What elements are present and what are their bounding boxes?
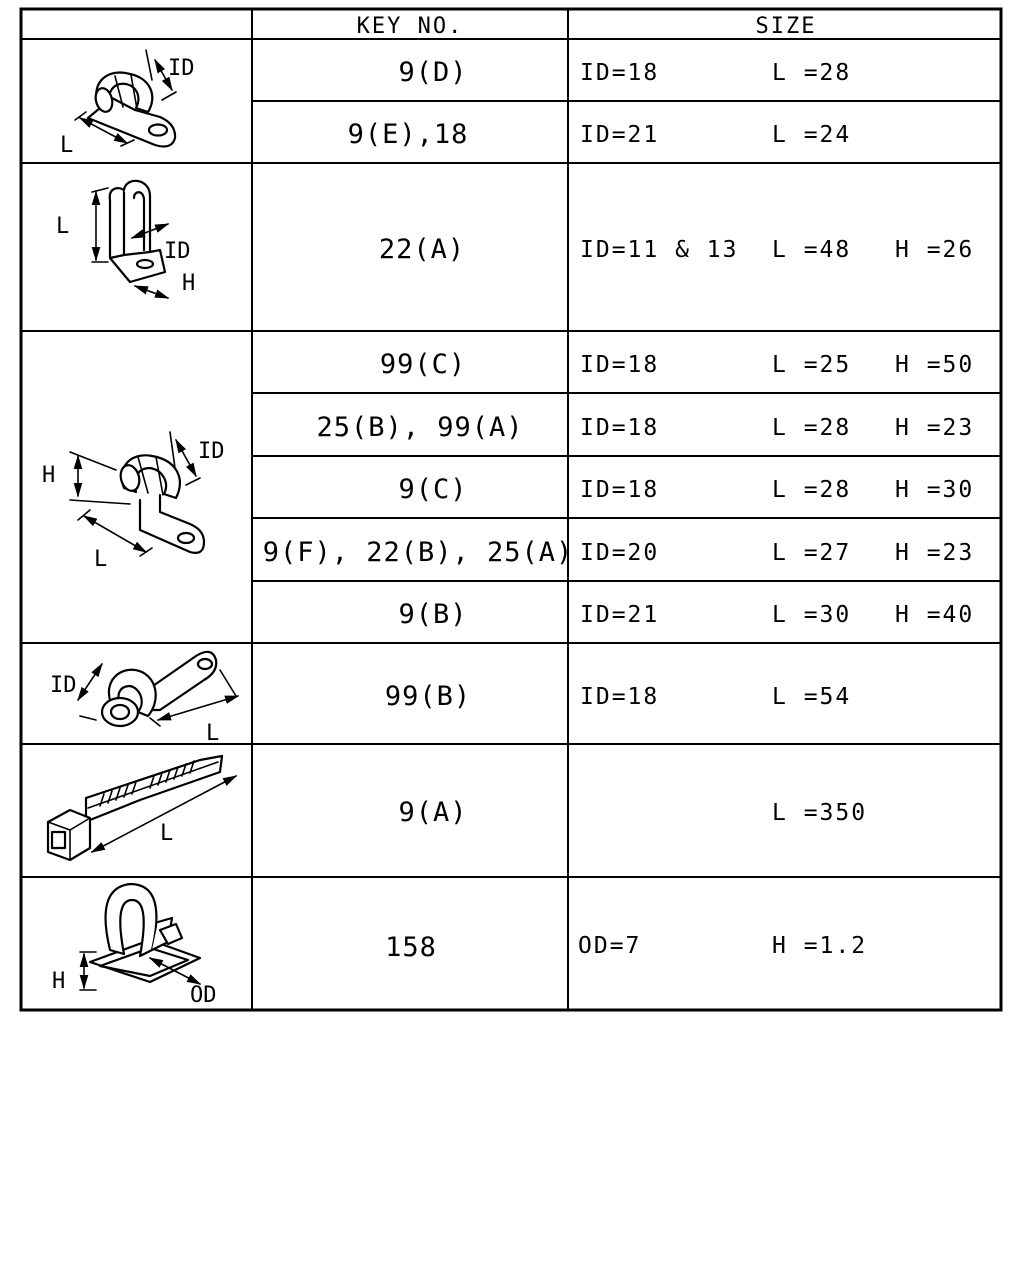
size-h-cell: H =23 [895, 415, 975, 441]
size-h-cell: H =40 [895, 602, 975, 628]
label-l: L [94, 547, 108, 572]
label-l: L [160, 821, 174, 846]
size-h-cell: H =30 [895, 477, 975, 503]
size-h-cell: H =50 [895, 352, 975, 378]
size-l-cell: L =28 [772, 60, 852, 86]
clamp-long-figure [50, 652, 238, 746]
key-no-cell: 9(E),18 [347, 119, 469, 150]
key-no-cell: 9(B) [398, 599, 468, 630]
size-id-cell: OD=7 [578, 933, 642, 959]
key-no-cell: 9(F), 22(B), 25(A) [262, 537, 574, 568]
size-l-cell: L =27 [772, 540, 852, 566]
size-l-cell: L =48 [772, 237, 852, 263]
label-h: H [42, 463, 56, 488]
key-no-cell: 99(C) [379, 349, 467, 380]
key-no-cell: 158 [385, 932, 437, 963]
key-no-cell: 99(B) [384, 681, 472, 712]
size-l-cell: H =1.2 [772, 933, 868, 959]
label-l: L [60, 133, 74, 158]
key-no-cell: 9(C) [398, 474, 468, 505]
cable-tie-figure [48, 756, 236, 860]
clamp-raised-figure [42, 432, 225, 572]
size-id-cell: ID=21 [580, 122, 660, 148]
size-id-cell: ID=18 [580, 477, 660, 503]
table-frame [21, 9, 1001, 1010]
clip-figure [52, 884, 217, 1008]
size-l-cell: L =54 [772, 684, 852, 710]
clamp-upright-figure [56, 181, 195, 298]
size-h-cell: H =26 [895, 237, 975, 263]
size-l-cell: L =350 [772, 800, 868, 826]
size-l-cell: L =28 [772, 415, 852, 441]
size-id-cell: ID=21 [580, 602, 660, 628]
key-no-cell: 9(D) [398, 57, 468, 88]
label-id: ID [50, 673, 77, 698]
header-size: SIZE [755, 14, 817, 39]
label-od: OD [190, 983, 217, 1008]
label-id: ID [164, 239, 191, 264]
size-l-cell: L =25 [772, 352, 852, 378]
size-id-cell: ID=18 [580, 60, 660, 86]
label-id: ID [198, 439, 225, 464]
label-l: L [56, 214, 70, 239]
label-id: ID [168, 56, 195, 81]
key-no-cell: 22(A) [378, 234, 466, 265]
size-h-cell: H =23 [895, 540, 975, 566]
table-grid [21, 9, 1001, 1010]
size-id-cell: ID=18 [580, 352, 660, 378]
clamp-flat-figure [60, 50, 195, 158]
size-id-cell: ID=18 [580, 415, 660, 441]
key-no-cell: 9(A) [398, 797, 468, 828]
size-l-cell: L =28 [772, 477, 852, 503]
label-h: H [52, 969, 66, 994]
size-l-cell: L =24 [772, 122, 852, 148]
size-l-cell: L =30 [772, 602, 852, 628]
key-no-cell: 25(B), 99(A) [316, 412, 524, 443]
size-id-cell: ID=18 [580, 684, 660, 710]
header-key-no: KEY NO. [356, 14, 464, 39]
label-l: L [206, 721, 220, 746]
label-h: H [182, 271, 196, 296]
size-id-cell: ID=11 & 13 [580, 237, 739, 263]
size-id-cell: ID=20 [580, 540, 660, 566]
